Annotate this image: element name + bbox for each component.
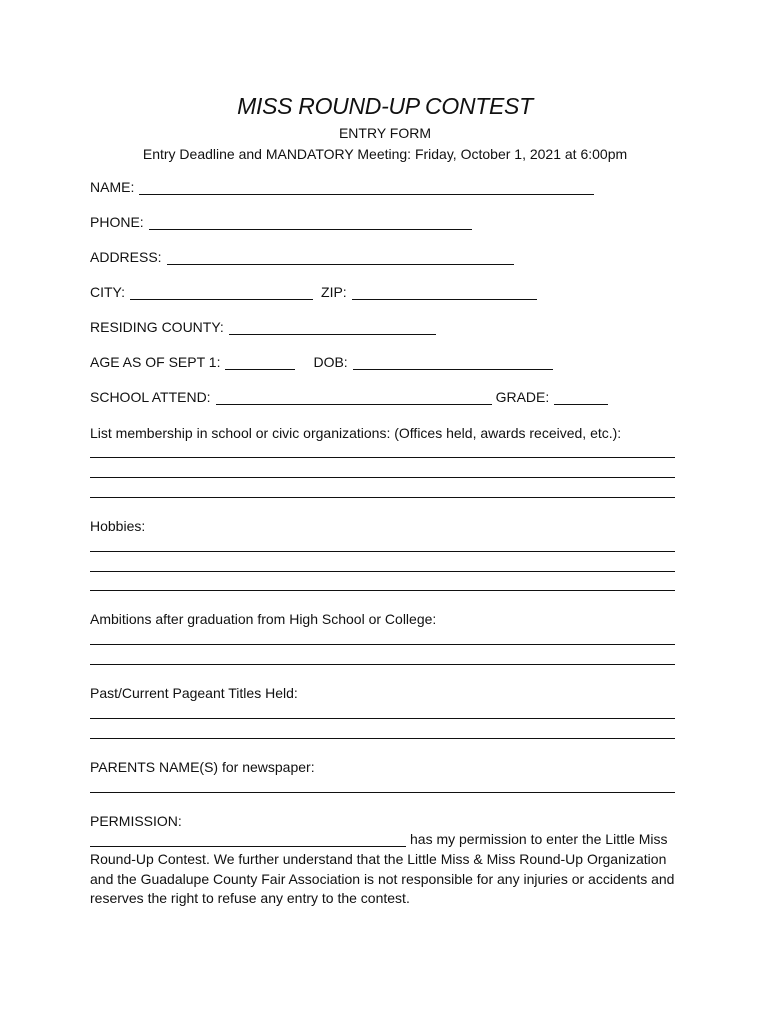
parents-prompt: PARENTS NAME(S) for newspaper: xyxy=(90,759,315,775)
membership-line[interactable] xyxy=(90,497,675,498)
school-field[interactable] xyxy=(216,392,492,405)
permission-name-field[interactable] xyxy=(90,834,406,847)
school-label: SCHOOL ATTEND: xyxy=(90,389,211,405)
age-field[interactable] xyxy=(225,357,295,370)
age-dob-row xyxy=(90,354,553,370)
ambitions-prompt: Ambitions after graduation from High School or College: xyxy=(90,611,437,627)
titles-prompt: Past/Current Pageant Titles Held: xyxy=(90,685,298,701)
hobbies-line[interactable] xyxy=(90,590,675,591)
name-label: NAME: xyxy=(90,179,135,195)
permission-line-1: has my permission to enter the Little Miss xyxy=(410,831,668,847)
city-zip-row xyxy=(90,284,537,300)
address-field[interactable] xyxy=(167,252,514,265)
ambitions-line[interactable] xyxy=(90,664,675,665)
name-row xyxy=(90,179,594,195)
city-label: CITY: xyxy=(90,284,126,300)
hobbies-line[interactable] xyxy=(90,551,675,552)
parents-line[interactable] xyxy=(90,792,675,793)
hobbies-prompt: Hobbies: xyxy=(90,518,146,534)
titles-line[interactable] xyxy=(90,738,675,739)
school-grade-row xyxy=(90,389,608,405)
county-label: RESIDING COUNTY: xyxy=(90,319,224,335)
titles-line[interactable] xyxy=(90,718,675,719)
permission-first-line xyxy=(90,831,668,847)
form-title: MISS ROUND-UP CONTEST xyxy=(237,93,533,119)
zip-label: ZIP: xyxy=(321,284,347,300)
address-label: ADDRESS: xyxy=(90,249,162,265)
permission-prompt: PERMISSION: xyxy=(90,813,182,829)
age-label: AGE AS OF SEPT 1: xyxy=(90,354,221,370)
county-field[interactable] xyxy=(229,322,436,335)
membership-line[interactable] xyxy=(90,457,675,458)
phone-label: PHONE: xyxy=(90,214,144,230)
dob-field[interactable] xyxy=(353,357,553,370)
membership-line[interactable] xyxy=(90,477,675,478)
permission-line-4: reserves the right to refuse any entry to the contest. xyxy=(90,890,410,906)
dob-label: DOB: xyxy=(313,354,348,370)
membership-prompt: List membership in school or civic organizations: (Offices held, awards received, etc.): xyxy=(90,425,622,441)
name-field[interactable] xyxy=(139,182,594,195)
grade-label: GRADE: xyxy=(495,389,550,405)
phone-row xyxy=(90,214,472,230)
permission-line-2: Round-Up Contest. We further understand that the Little Miss & Miss Round-Up Organization xyxy=(90,851,667,867)
permission-line-3: and the Guadalupe County Fair Association is not responsible for any injuries or accidents and xyxy=(90,871,675,887)
grade-field[interactable] xyxy=(554,392,608,405)
address-row xyxy=(90,249,514,265)
county-row xyxy=(90,319,436,335)
phone-field[interactable] xyxy=(149,217,472,230)
form-subtitle: ENTRY FORM xyxy=(338,125,432,141)
zip-field[interactable] xyxy=(352,287,537,300)
hobbies-line[interactable] xyxy=(90,571,675,572)
deadline-text: Entry Deadline and MANDATORY Meeting: Friday, October 1, 2021 at 6:00pm xyxy=(142,146,628,162)
ambitions-line[interactable] xyxy=(90,644,675,645)
city-field[interactable] xyxy=(130,287,313,300)
